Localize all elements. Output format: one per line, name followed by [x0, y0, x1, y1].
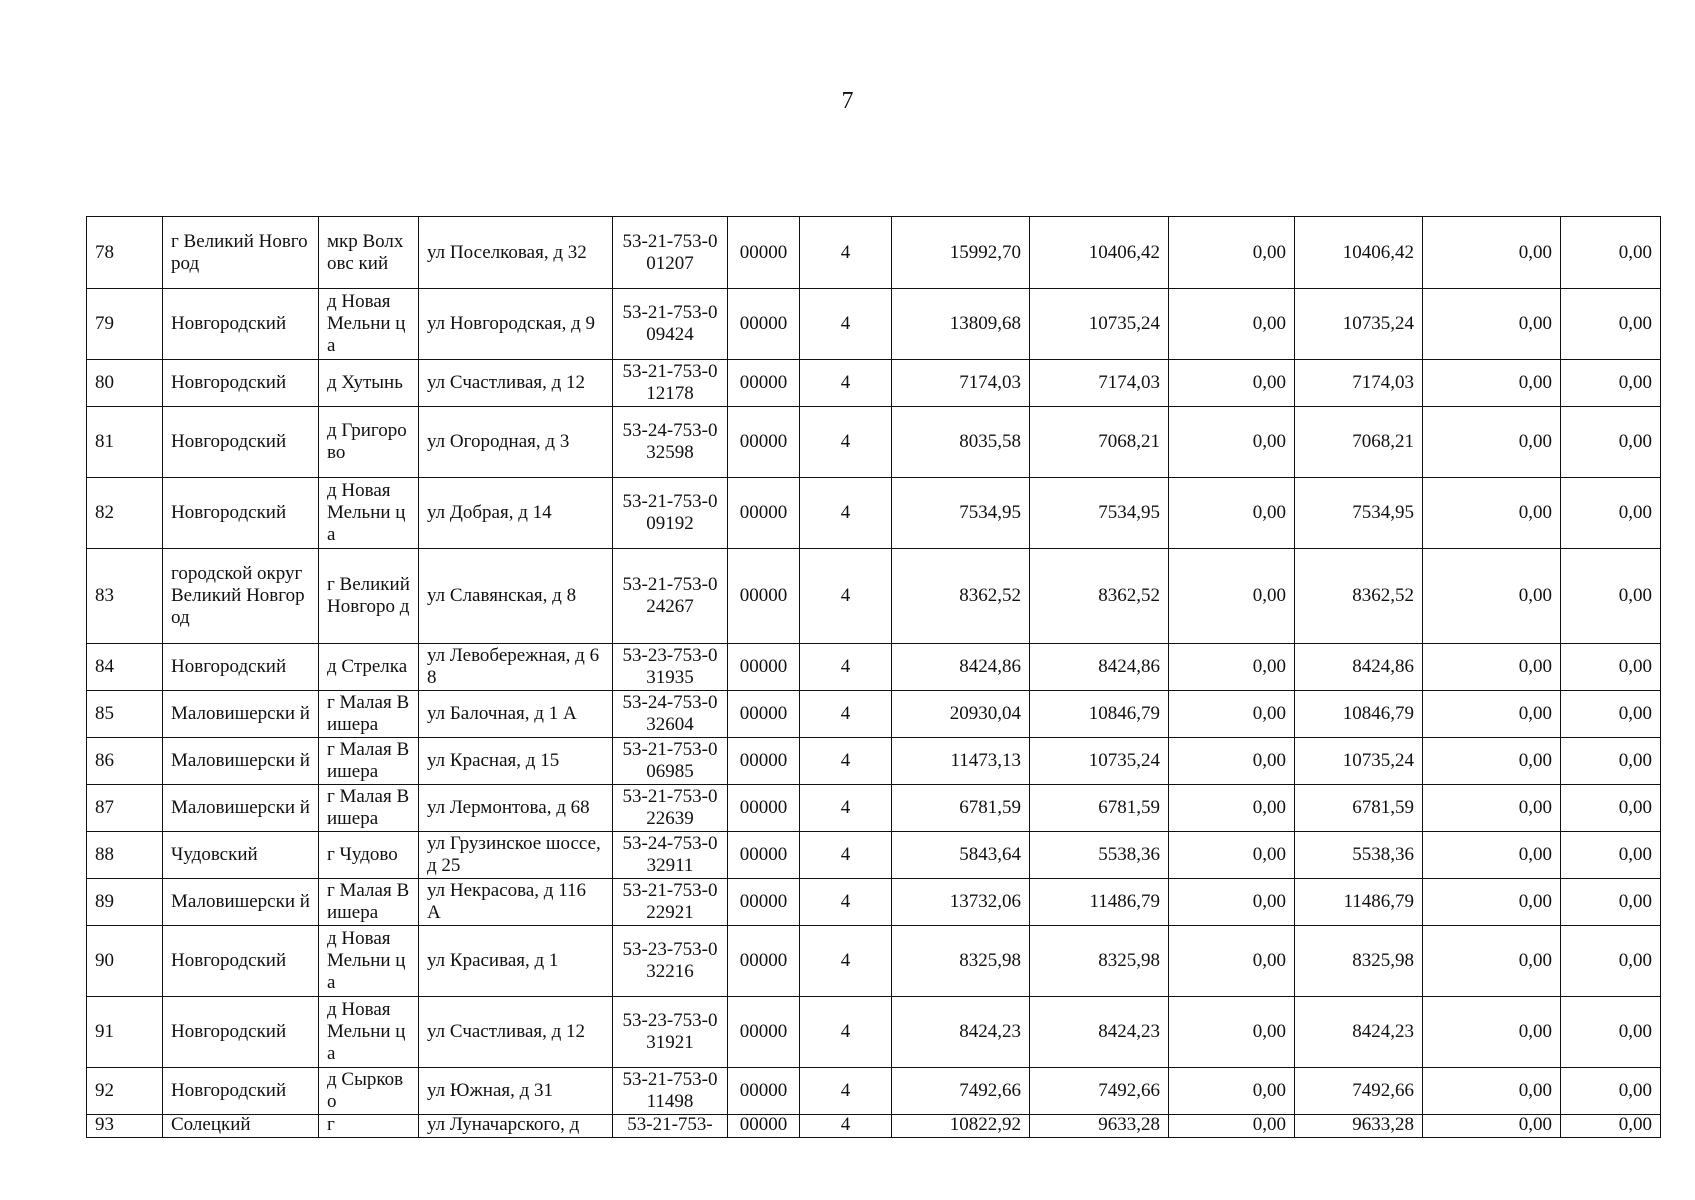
value-cell-3: 0,00: [1169, 1115, 1295, 1138]
value-cell-6: 0,00: [1561, 549, 1661, 644]
district-cell: Маловишерски й: [163, 879, 319, 926]
code-cell: 53-23-753-032216: [613, 926, 728, 997]
value-cell-1: 13809,68: [892, 289, 1030, 360]
locality-cell: д Новая Мельни ца: [319, 997, 419, 1068]
type-code-cell: 00000: [728, 832, 800, 879]
value-cell-1: 6781,59: [892, 785, 1030, 832]
value-cell-5: 0,00: [1423, 289, 1561, 360]
value-cell-1: 20930,04: [892, 691, 1030, 738]
address-cell: ул Красная, д 15: [419, 738, 613, 785]
code-cell: 53-23-753-031921: [613, 997, 728, 1068]
value-cell-5: 0,00: [1423, 691, 1561, 738]
code-cell: 53-21-753-009192: [613, 478, 728, 549]
type-code-cell: 00000: [728, 289, 800, 360]
value-cell-6: 0,00: [1561, 217, 1661, 289]
locality-cell: мкр Волховс кий: [319, 217, 419, 289]
value-cell-3: 0,00: [1169, 691, 1295, 738]
code-cell: 53-24-753-032604: [613, 691, 728, 738]
locality-cell: г Малая Вишера: [319, 879, 419, 926]
value-cell-2: 7492,66: [1030, 1068, 1169, 1115]
row-number: 87: [87, 785, 163, 832]
district-cell: городской округ Великий Новгород: [163, 549, 319, 644]
table-row: [87, 832, 1661, 879]
value-cell-4: 11486,79: [1295, 879, 1423, 926]
value-cell-1: 13732,06: [892, 879, 1030, 926]
value-cell-3: 0,00: [1169, 738, 1295, 785]
table-row: [87, 549, 1661, 644]
type-code-cell: 00000: [728, 217, 800, 289]
row-number: 83: [87, 549, 163, 644]
locality-cell: д Григоро во: [319, 407, 419, 478]
address-cell: ул Счастливая, д 12: [419, 997, 613, 1068]
district-cell: Новгородский: [163, 926, 319, 997]
value-cell-5: 0,00: [1423, 549, 1561, 644]
value-cell-2: 7068,21: [1030, 407, 1169, 478]
value-cell-6: 0,00: [1561, 360, 1661, 407]
value-cell-4: 7492,66: [1295, 1068, 1423, 1115]
value-cell-1: 7492,66: [892, 1068, 1030, 1115]
code-cell: 53-23-753-031935: [613, 644, 728, 691]
value-cell-2: 8424,86: [1030, 644, 1169, 691]
value-cell-6: 0,00: [1561, 926, 1661, 997]
value-cell-2: 8424,23: [1030, 997, 1169, 1068]
row-number: 92: [87, 1068, 163, 1115]
value-cell-2: 10735,24: [1030, 738, 1169, 785]
value-cell-3: 0,00: [1169, 997, 1295, 1068]
type-code-cell: 00000: [728, 691, 800, 738]
row-number: 91: [87, 997, 163, 1068]
code-cell: 53-24-753-032911: [613, 832, 728, 879]
value-cell-4: 8325,98: [1295, 926, 1423, 997]
value-cell-3: 0,00: [1169, 644, 1295, 691]
code-cell: 53-21-753-024267: [613, 549, 728, 644]
value-cell-6: 0,00: [1561, 997, 1661, 1068]
district-cell: Новгородский: [163, 1068, 319, 1115]
value-cell-6: 0,00: [1561, 1068, 1661, 1115]
code-cell: 53-21-753-022639: [613, 785, 728, 832]
value-cell-4: 10406,42: [1295, 217, 1423, 289]
locality-cell: г Чудово: [319, 832, 419, 879]
value-cell-1: 15992,70: [892, 217, 1030, 289]
row-number: 78: [87, 217, 163, 289]
value-cell-4: 7534,95: [1295, 478, 1423, 549]
value-cell-4: 9633,28: [1295, 1115, 1423, 1138]
row-number: 86: [87, 738, 163, 785]
value-cell-4: 10735,24: [1295, 738, 1423, 785]
type-code-cell: 00000: [728, 926, 800, 997]
group-cell: 4: [800, 1115, 892, 1138]
table-row: [87, 644, 1661, 691]
value-cell-3: 0,00: [1169, 478, 1295, 549]
value-cell-3: 0,00: [1169, 217, 1295, 289]
code-cell: 53-24-753-032598: [613, 407, 728, 478]
address-cell: ул Поселковая, д 32: [419, 217, 613, 289]
value-cell-3: 0,00: [1169, 785, 1295, 832]
locality-cell: г Великий Новгоро д: [319, 549, 419, 644]
value-cell-6: 0,00: [1561, 1115, 1661, 1138]
code-cell: 53-21-753-001207: [613, 217, 728, 289]
district-cell: Маловишерски й: [163, 785, 319, 832]
value-cell-5: 0,00: [1423, 997, 1561, 1068]
address-cell: ул Балочная, д 1 А: [419, 691, 613, 738]
address-cell: ул Добрая, д 14: [419, 478, 613, 549]
locality-cell: д Стрелка: [319, 644, 419, 691]
value-cell-2: 11486,79: [1030, 879, 1169, 926]
table-row: [87, 407, 1661, 478]
row-number: 81: [87, 407, 163, 478]
value-cell-6: 0,00: [1561, 879, 1661, 926]
locality-cell: г Малая Вишера: [319, 738, 419, 785]
locality-cell: д Сырково: [319, 1068, 419, 1115]
value-cell-1: 8362,52: [892, 549, 1030, 644]
value-cell-5: 0,00: [1423, 738, 1561, 785]
group-cell: 4: [800, 644, 892, 691]
value-cell-1: 7174,03: [892, 360, 1030, 407]
row-number: 93: [87, 1115, 163, 1138]
table-row: [87, 217, 1661, 289]
value-cell-6: 0,00: [1561, 289, 1661, 360]
value-cell-6: 0,00: [1561, 644, 1661, 691]
value-cell-1: 5843,64: [892, 832, 1030, 879]
value-cell-4: 6781,59: [1295, 785, 1423, 832]
type-code-cell: 00000: [728, 1115, 800, 1138]
group-cell: 4: [800, 1068, 892, 1115]
value-cell-3: 0,00: [1169, 926, 1295, 997]
value-cell-1: 8424,86: [892, 644, 1030, 691]
value-cell-2: 10735,24: [1030, 289, 1169, 360]
type-code-cell: 00000: [728, 644, 800, 691]
group-cell: 4: [800, 879, 892, 926]
type-code-cell: 00000: [728, 478, 800, 549]
row-number: 90: [87, 926, 163, 997]
table-row: [87, 997, 1661, 1068]
type-code-cell: 00000: [728, 738, 800, 785]
district-cell: Новгородский: [163, 644, 319, 691]
value-cell-5: 0,00: [1423, 1068, 1561, 1115]
value-cell-3: 0,00: [1169, 289, 1295, 360]
table-row: [87, 785, 1661, 832]
district-cell: Новгородский: [163, 360, 319, 407]
group-cell: 4: [800, 289, 892, 360]
group-cell: 4: [800, 691, 892, 738]
locality-cell: г Малая Вишера: [319, 691, 419, 738]
value-cell-2: 7534,95: [1030, 478, 1169, 549]
address-cell: ул Некрасова, д 116 А: [419, 879, 613, 926]
value-cell-2: 6781,59: [1030, 785, 1169, 832]
value-cell-1: 11473,13: [892, 738, 1030, 785]
district-cell: Новгородский: [163, 407, 319, 478]
address-cell: ул Луначарского, д: [419, 1115, 613, 1138]
type-code-cell: 00000: [728, 785, 800, 832]
value-cell-3: 0,00: [1169, 549, 1295, 644]
value-cell-2: 5538,36: [1030, 832, 1169, 879]
value-cell-5: 0,00: [1423, 832, 1561, 879]
code-cell: 53-21-753-009424: [613, 289, 728, 360]
district-cell: Маловишерски й: [163, 738, 319, 785]
value-cell-2: 7174,03: [1030, 360, 1169, 407]
group-cell: 4: [800, 217, 892, 289]
value-cell-2: 8325,98: [1030, 926, 1169, 997]
value-cell-4: 7174,03: [1295, 360, 1423, 407]
value-cell-1: 8325,98: [892, 926, 1030, 997]
value-cell-4: 5538,36: [1295, 832, 1423, 879]
group-cell: 4: [800, 549, 892, 644]
table-row: [87, 738, 1661, 785]
value-cell-1: 8035,58: [892, 407, 1030, 478]
type-code-cell: 00000: [728, 549, 800, 644]
value-cell-2: 9633,28: [1030, 1115, 1169, 1138]
type-code-cell: 00000: [728, 997, 800, 1068]
value-cell-5: 0,00: [1423, 478, 1561, 549]
type-code-cell: 00000: [728, 407, 800, 478]
row-number: 80: [87, 360, 163, 407]
type-code-cell: 00000: [728, 879, 800, 926]
value-cell-5: 0,00: [1423, 1115, 1561, 1138]
address-cell: ул Счастливая, д 12: [419, 360, 613, 407]
address-cell: ул Южная, д 31: [419, 1068, 613, 1115]
type-code-cell: 00000: [728, 360, 800, 407]
address-cell: ул Лермонтова, д 68: [419, 785, 613, 832]
value-cell-4: 10846,79: [1295, 691, 1423, 738]
locality-cell: д Новая Мельни ца: [319, 478, 419, 549]
district-cell: Чудовский: [163, 832, 319, 879]
value-cell-5: 0,00: [1423, 926, 1561, 997]
group-cell: 4: [800, 997, 892, 1068]
row-number: 84: [87, 644, 163, 691]
address-cell: ул Славянская, д 8: [419, 549, 613, 644]
value-cell-4: 8424,23: [1295, 997, 1423, 1068]
group-cell: 4: [800, 785, 892, 832]
value-cell-6: 0,00: [1561, 478, 1661, 549]
value-cell-3: 0,00: [1169, 1068, 1295, 1115]
value-cell-5: 0,00: [1423, 644, 1561, 691]
value-cell-3: 0,00: [1169, 360, 1295, 407]
code-cell: 53-21-753-: [613, 1115, 728, 1138]
table-row: [87, 360, 1661, 407]
register-table: [86, 216, 1661, 1138]
table-row: [87, 1115, 1661, 1138]
value-cell-5: 0,00: [1423, 407, 1561, 478]
address-cell: ул Левобережная, д 68: [419, 644, 613, 691]
table-row: [87, 879, 1661, 926]
code-cell: 53-21-753-012178: [613, 360, 728, 407]
locality-cell: г: [319, 1115, 419, 1138]
row-number: 79: [87, 289, 163, 360]
value-cell-1: 8424,23: [892, 997, 1030, 1068]
table-row: [87, 289, 1661, 360]
district-cell: г Великий Новгород: [163, 217, 319, 289]
table-row: [87, 478, 1661, 549]
value-cell-6: 0,00: [1561, 691, 1661, 738]
row-number: 82: [87, 478, 163, 549]
value-cell-2: 10846,79: [1030, 691, 1169, 738]
code-cell: 53-21-753-011498: [613, 1068, 728, 1115]
group-cell: 4: [800, 407, 892, 478]
type-code-cell: 00000: [728, 1068, 800, 1115]
group-cell: 4: [800, 926, 892, 997]
district-cell: Маловишерски й: [163, 691, 319, 738]
locality-cell: д Новая Мельни ца: [319, 289, 419, 360]
group-cell: 4: [800, 360, 892, 407]
address-cell: ул Красивая, д 1: [419, 926, 613, 997]
value-cell-2: 10406,42: [1030, 217, 1169, 289]
locality-cell: д Новая Мельни ца: [319, 926, 419, 997]
code-cell: 53-21-753-022921: [613, 879, 728, 926]
row-number: 88: [87, 832, 163, 879]
table-row: [87, 691, 1661, 738]
district-cell: Новгородский: [163, 997, 319, 1068]
district-cell: Новгородский: [163, 478, 319, 549]
table-body: [87, 217, 1661, 1138]
value-cell-1: 10822,92: [892, 1115, 1030, 1138]
value-cell-3: 0,00: [1169, 879, 1295, 926]
value-cell-6: 0,00: [1561, 785, 1661, 832]
locality-cell: г Малая Вишера: [319, 785, 419, 832]
group-cell: 4: [800, 478, 892, 549]
address-cell: ул Грузинское шоссе, д 25: [419, 832, 613, 879]
value-cell-6: 0,00: [1561, 407, 1661, 478]
value-cell-5: 0,00: [1423, 360, 1561, 407]
value-cell-4: 8362,52: [1295, 549, 1423, 644]
group-cell: 4: [800, 832, 892, 879]
table-row: [87, 1068, 1661, 1115]
district-cell: Новгородский: [163, 289, 319, 360]
value-cell-5: 0,00: [1423, 785, 1561, 832]
value-cell-1: 7534,95: [892, 478, 1030, 549]
row-number: 85: [87, 691, 163, 738]
value-cell-3: 0,00: [1169, 407, 1295, 478]
address-cell: ул Новгородская, д 9: [419, 289, 613, 360]
value-cell-4: 8424,86: [1295, 644, 1423, 691]
value-cell-5: 0,00: [1423, 879, 1561, 926]
page-number: 7: [841, 88, 854, 114]
district-cell: Солецкий: [163, 1115, 319, 1138]
address-cell: ул Огородная, д 3: [419, 407, 613, 478]
value-cell-4: 7068,21: [1295, 407, 1423, 478]
value-cell-6: 0,00: [1561, 832, 1661, 879]
code-cell: 53-21-753-006985: [613, 738, 728, 785]
value-cell-3: 0,00: [1169, 832, 1295, 879]
row-number: 89: [87, 879, 163, 926]
value-cell-5: 0,00: [1423, 217, 1561, 289]
group-cell: 4: [800, 738, 892, 785]
value-cell-6: 0,00: [1561, 738, 1661, 785]
locality-cell: д Хутынь: [319, 360, 419, 407]
table-row: [87, 926, 1661, 997]
value-cell-2: 8362,52: [1030, 549, 1169, 644]
value-cell-4: 10735,24: [1295, 289, 1423, 360]
